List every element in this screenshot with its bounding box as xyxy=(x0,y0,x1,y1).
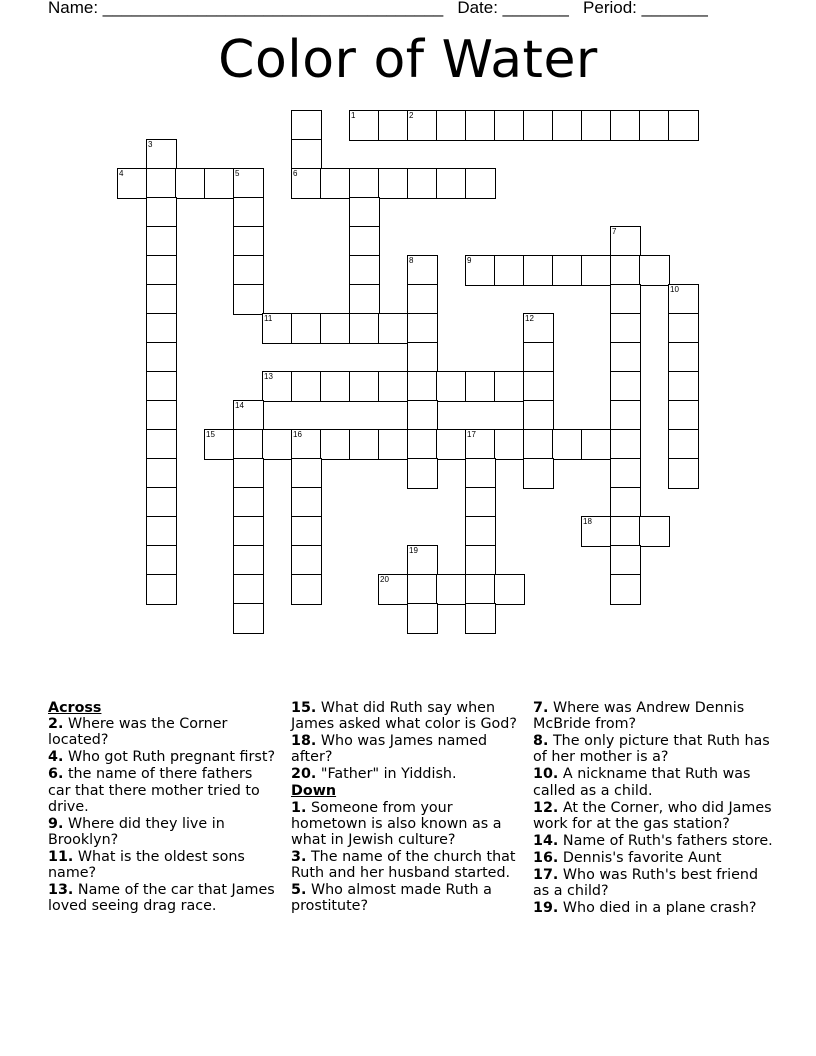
clue-text: Dennis's favorite Aunt xyxy=(562,849,722,866)
grid-cell[interactable] xyxy=(146,197,177,228)
grid-cell[interactable] xyxy=(146,226,177,257)
grid-cell[interactable] xyxy=(146,255,177,286)
grid-cell[interactable] xyxy=(436,429,467,460)
clue-item xyxy=(533,867,773,899)
grid-cell[interactable] xyxy=(146,342,177,373)
grid-cell[interactable] xyxy=(233,400,264,431)
clue-text: Name of the car that James loved seeing drag race. xyxy=(48,882,275,915)
grid-cell[interactable] xyxy=(610,429,641,460)
grid-cell[interactable] xyxy=(146,458,177,489)
grid-cell[interactable] xyxy=(233,516,264,547)
grid-cell[interactable] xyxy=(291,429,322,460)
clue-item xyxy=(48,749,278,765)
cell-number: 10 xyxy=(670,285,679,294)
cell-number: 13 xyxy=(264,372,273,381)
grid-cell[interactable] xyxy=(291,487,322,518)
grid-cell[interactable] xyxy=(494,255,525,286)
clue-text: Who was Ruth's best friend as a child? xyxy=(533,866,759,900)
grid-cell[interactable] xyxy=(146,545,177,576)
grid-cell[interactable] xyxy=(204,168,235,199)
clue-number: 17. xyxy=(533,866,559,883)
clue-text: Who was James named after? xyxy=(291,733,488,766)
grid-cell[interactable] xyxy=(320,313,351,344)
grid-cell[interactable] xyxy=(581,429,612,460)
grid-cell[interactable] xyxy=(146,516,177,547)
grid-cell[interactable] xyxy=(146,168,177,199)
grid-cell[interactable] xyxy=(407,458,438,489)
grid-cell[interactable] xyxy=(291,313,322,344)
clue-text: At the Corner, who did James work for at the gas station? xyxy=(533,799,772,832)
grid-cell[interactable] xyxy=(581,255,612,286)
clue-number: 5. xyxy=(291,882,307,899)
grid-cell[interactable] xyxy=(465,516,496,547)
grid-cell[interactable] xyxy=(146,284,177,315)
grid-cell[interactable] xyxy=(465,574,496,605)
grid-cell[interactable] xyxy=(175,168,206,199)
grid-cell[interactable] xyxy=(639,255,670,286)
cell-number: 11 xyxy=(264,314,273,323)
grid-cell[interactable] xyxy=(407,545,438,576)
grid-cell[interactable] xyxy=(407,110,438,141)
clue-item xyxy=(291,733,526,765)
grid-cell[interactable] xyxy=(349,226,380,257)
grid-cell[interactable] xyxy=(494,371,525,402)
clue-item xyxy=(533,850,773,866)
clue-text: the name of there fathers car that there mother tried to drive. xyxy=(48,766,260,815)
grid-cell[interactable] xyxy=(494,429,525,460)
grid-cell[interactable] xyxy=(291,574,322,605)
clue-item xyxy=(291,849,526,881)
grid-cell[interactable] xyxy=(146,429,177,460)
clue-text: The name of the church that Ruth and her husband started. xyxy=(291,849,516,882)
grid-cell[interactable] xyxy=(523,458,554,489)
clue-item xyxy=(291,882,526,914)
grid-cell[interactable] xyxy=(291,545,322,576)
grid-cell[interactable] xyxy=(204,429,235,460)
clue-text: Where was Andrew Dennis McBride from? xyxy=(533,700,745,733)
clue-number: 15. xyxy=(291,700,317,716)
grid-cell[interactable] xyxy=(639,516,670,547)
across-clue-list-continued xyxy=(291,700,526,783)
clue-text: Name of Ruth's fathers store. xyxy=(562,832,773,849)
grid-cell[interactable] xyxy=(610,226,641,257)
grid-cell[interactable] xyxy=(291,139,322,170)
grid-cell[interactable] xyxy=(465,371,496,402)
grid-cell[interactable] xyxy=(668,371,699,402)
grid-cell[interactable] xyxy=(320,168,351,199)
grid-cell[interactable] xyxy=(320,429,351,460)
grid-cell[interactable] xyxy=(523,313,554,344)
clue-number: 10. xyxy=(533,766,559,783)
grid-cell[interactable] xyxy=(117,168,148,199)
grid-cell[interactable] xyxy=(407,342,438,373)
grid-cell[interactable] xyxy=(436,168,467,199)
grid-cell[interactable] xyxy=(378,574,409,605)
grid-cell[interactable] xyxy=(465,429,496,460)
clue-item xyxy=(291,766,526,782)
clue-number: 13. xyxy=(48,882,74,899)
cell-number: 20 xyxy=(380,575,389,584)
header-fields: Name: ____________________________________ Date: _______ Period: _______ xyxy=(48,0,708,17)
clue-item xyxy=(291,700,526,732)
grid-cell[interactable] xyxy=(233,487,264,518)
clue-number: 7. xyxy=(533,700,549,716)
down-clue-list xyxy=(291,800,526,915)
clue-text: Who got Ruth pregnant first? xyxy=(67,749,276,766)
grid-cell[interactable] xyxy=(146,139,177,170)
grid-cell[interactable] xyxy=(146,313,177,344)
grid-cell[interactable] xyxy=(610,487,641,518)
grid-cell[interactable] xyxy=(668,429,699,460)
grid-cell[interactable] xyxy=(610,458,641,489)
grid-cell[interactable] xyxy=(233,603,264,634)
grid-cell[interactable] xyxy=(378,429,409,460)
grid-cell[interactable] xyxy=(291,458,322,489)
grid-cell[interactable] xyxy=(233,429,264,460)
grid-cell[interactable] xyxy=(610,400,641,431)
clue-number: 12. xyxy=(533,799,559,816)
grid-cell[interactable] xyxy=(262,371,293,402)
grid-cell[interactable] xyxy=(523,110,554,141)
cell-number: 18 xyxy=(583,517,592,526)
grid-cell[interactable] xyxy=(610,545,641,576)
grid-cell[interactable] xyxy=(262,313,293,344)
cell-number: 7 xyxy=(612,227,617,236)
grid-cell[interactable] xyxy=(668,458,699,489)
grid-cell[interactable] xyxy=(407,313,438,344)
clue-text: The only picture that Ruth has of her mother is a? xyxy=(533,733,770,766)
clues-column-1 xyxy=(48,700,278,915)
clue-item xyxy=(533,833,773,849)
grid-cell[interactable] xyxy=(523,429,554,460)
grid-cell[interactable] xyxy=(436,371,467,402)
grid-cell[interactable] xyxy=(494,574,525,605)
clue-number: 18. xyxy=(291,733,317,750)
cell-number: 4 xyxy=(119,169,124,178)
clue-text: Who died in a plane crash? xyxy=(562,900,757,917)
grid-cell[interactable] xyxy=(523,371,554,402)
grid-cell[interactable] xyxy=(610,342,641,373)
grid-cell[interactable] xyxy=(349,255,380,286)
grid-cell[interactable] xyxy=(407,574,438,605)
grid-cell[interactable] xyxy=(523,342,554,373)
cell-number: 16 xyxy=(293,430,302,439)
grid-cell[interactable] xyxy=(349,197,380,228)
clue-item xyxy=(533,900,773,916)
cell-number: 8 xyxy=(409,256,414,265)
grid-cell[interactable] xyxy=(146,487,177,518)
cell-number: 5 xyxy=(235,169,240,178)
clue-item xyxy=(48,849,278,881)
clue-text: What is the oldest sons name? xyxy=(48,849,245,882)
grid-cell[interactable] xyxy=(233,574,264,605)
grid-cell[interactable] xyxy=(291,110,322,141)
grid-cell[interactable] xyxy=(146,400,177,431)
grid-cell[interactable] xyxy=(552,429,583,460)
clue-item xyxy=(533,733,773,765)
clue-text: A nickname that Ruth was called as a child. xyxy=(533,766,751,799)
grid-cell[interactable] xyxy=(378,168,409,199)
grid-cell[interactable] xyxy=(378,110,409,141)
clue-text: Someone from your hometown is also known as a what in Jewish culture? xyxy=(291,799,502,849)
grid-cell[interactable] xyxy=(581,516,612,547)
clue-item xyxy=(48,816,278,848)
puzzle-title: Color of Water xyxy=(218,30,598,90)
grid-cell[interactable] xyxy=(407,429,438,460)
grid-cell[interactable] xyxy=(146,574,177,605)
grid-cell[interactable] xyxy=(291,371,322,402)
clue-item xyxy=(48,766,278,815)
grid-cell[interactable] xyxy=(349,110,380,141)
grid-cell[interactable] xyxy=(668,400,699,431)
grid-cell[interactable] xyxy=(407,284,438,315)
grid-cell[interactable] xyxy=(262,429,293,460)
clue-text: Where was the Corner located? xyxy=(48,716,228,749)
grid-cell[interactable] xyxy=(610,110,641,141)
clue-text: "Father" in Yiddish. xyxy=(320,766,457,783)
cell-number: 17 xyxy=(467,430,476,439)
clue-text: Where did they live in Brooklyn? xyxy=(48,815,225,849)
grid-cell[interactable] xyxy=(668,313,699,344)
grid-cell[interactable] xyxy=(291,516,322,547)
grid-cell[interactable] xyxy=(233,168,264,199)
clue-number: 6. xyxy=(48,766,64,783)
grid-cell[interactable] xyxy=(610,284,641,315)
cell-number: 19 xyxy=(409,546,418,555)
grid-cell[interactable] xyxy=(465,458,496,489)
cell-number: 14 xyxy=(235,401,244,410)
grid-cell[interactable] xyxy=(436,574,467,605)
grid-cell[interactable] xyxy=(349,371,380,402)
grid-cell[interactable] xyxy=(465,603,496,634)
grid-cell[interactable] xyxy=(320,371,351,402)
clue-number: 19. xyxy=(533,900,559,917)
clues-column-2 xyxy=(291,700,526,915)
grid-cell[interactable] xyxy=(639,110,670,141)
grid-cell[interactable] xyxy=(668,110,699,141)
grid-cell[interactable] xyxy=(146,371,177,402)
grid-cell[interactable] xyxy=(610,574,641,605)
grid-cell[interactable] xyxy=(465,168,496,199)
clue-item xyxy=(48,882,278,914)
grid-cell[interactable] xyxy=(465,110,496,141)
across-clue-list xyxy=(48,716,278,914)
clue-number: 16. xyxy=(533,849,559,866)
clue-item xyxy=(533,800,773,832)
cell-number: 3 xyxy=(148,140,153,149)
grid-cell[interactable] xyxy=(465,255,496,286)
cell-number: 12 xyxy=(525,314,534,323)
grid-cell[interactable] xyxy=(552,255,583,286)
clue-number: 11. xyxy=(48,849,74,866)
grid-cell[interactable] xyxy=(407,400,438,431)
clue-item xyxy=(533,700,773,732)
clue-number: 1. xyxy=(291,799,307,816)
grid-cell[interactable] xyxy=(233,226,264,257)
grid-cell[interactable] xyxy=(233,255,264,286)
grid-cell[interactable] xyxy=(407,255,438,286)
grid-cell[interactable] xyxy=(552,110,583,141)
cell-number: 9 xyxy=(467,256,472,265)
grid-cell[interactable] xyxy=(349,284,380,315)
grid-cell[interactable] xyxy=(581,110,612,141)
grid-cell[interactable] xyxy=(465,545,496,576)
clue-number: 9. xyxy=(48,815,64,832)
cell-number: 2 xyxy=(409,111,414,120)
grid-cell[interactable] xyxy=(291,168,322,199)
clue-number: 8. xyxy=(533,733,549,750)
clue-number: 14. xyxy=(533,832,559,849)
grid-cell[interactable] xyxy=(610,371,641,402)
grid-cell[interactable] xyxy=(349,168,380,199)
grid-cell[interactable] xyxy=(407,168,438,199)
grid-cell[interactable] xyxy=(233,197,264,228)
cell-number: 1 xyxy=(351,111,356,120)
grid-cell[interactable] xyxy=(378,313,409,344)
grid-cell[interactable] xyxy=(668,284,699,315)
down-heading: Down xyxy=(291,783,337,800)
grid-cell[interactable] xyxy=(436,110,467,141)
clue-text: What did Ruth say when James asked what color is God? xyxy=(291,700,517,733)
clue-item xyxy=(291,800,526,849)
grid-cell[interactable] xyxy=(349,429,380,460)
clue-number: 4. xyxy=(48,749,64,766)
grid-cell[interactable] xyxy=(610,255,641,286)
grid-cell[interactable] xyxy=(523,400,554,431)
clue-number: 2. xyxy=(48,716,64,733)
clue-number: 3. xyxy=(291,849,307,866)
grid-cell[interactable] xyxy=(668,342,699,373)
grid-cell[interactable] xyxy=(494,110,525,141)
cell-number: 15 xyxy=(206,430,215,439)
grid-cell[interactable] xyxy=(407,371,438,402)
grid-cell[interactable] xyxy=(465,487,496,518)
across-heading: Across xyxy=(48,700,102,716)
grid-cell[interactable] xyxy=(349,313,380,344)
grid-cell[interactable] xyxy=(378,371,409,402)
grid-cell[interactable] xyxy=(233,458,264,489)
grid-cell[interactable] xyxy=(407,603,438,634)
grid-cell[interactable] xyxy=(233,545,264,576)
grid-cell[interactable] xyxy=(523,255,554,286)
clue-number: 20. xyxy=(291,766,317,783)
cell-number: 6 xyxy=(293,169,298,178)
grid-cell[interactable] xyxy=(610,516,641,547)
clue-item xyxy=(48,716,278,748)
grid-cell[interactable] xyxy=(610,313,641,344)
clue-item xyxy=(533,766,773,798)
down-clue-list-continued xyxy=(533,700,773,916)
grid-cell[interactable] xyxy=(233,284,264,315)
clues-column-3 xyxy=(533,700,773,917)
clue-text: Who almost made Ruth a prostitute? xyxy=(291,882,492,915)
